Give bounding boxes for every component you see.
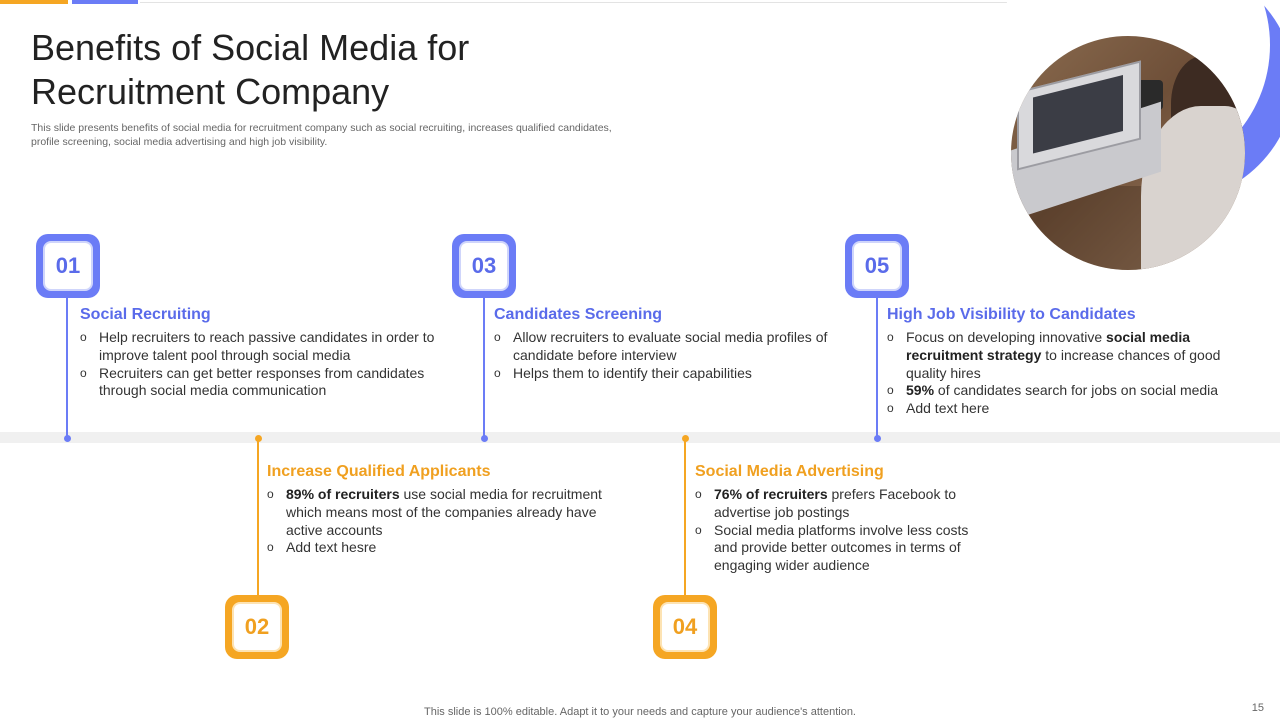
bullet-bold-text: 89% of recruiters xyxy=(286,486,400,502)
bullet-bold-text: 76% of recruiters xyxy=(714,486,828,502)
step-number-04: 04 xyxy=(660,602,710,652)
bullet-text: Allow recruiters to evaluate social media profiles of candidate before interview xyxy=(513,329,828,363)
slide-subtitle-line1: This slide presents benefits of social media for recruitment company such as social recruiting, increases qualified candidates, xyxy=(31,122,612,134)
connector-05 xyxy=(876,296,878,438)
timeline-dot-01 xyxy=(64,435,71,442)
benefit-bullets-03 xyxy=(494,329,839,382)
timeline-dot-03 xyxy=(481,435,488,442)
bullet-item xyxy=(80,365,455,401)
step-number-05: 05 xyxy=(852,241,902,291)
bullet-item xyxy=(80,329,455,365)
slide-footer: This slide is 100% editable. Adapt it to your needs and capture your audience's attention. xyxy=(424,706,856,718)
bullet-bold-text: social media recruitment strategy xyxy=(906,329,1191,363)
timeline-dot-04 xyxy=(682,435,689,442)
bullet-item xyxy=(494,329,839,365)
benefit-title-01: Social Recruiting xyxy=(80,306,211,323)
benefit-title-02: Increase Qualified Applicants xyxy=(267,463,491,480)
benefit-card-04 xyxy=(695,462,990,575)
slide-title xyxy=(31,26,651,114)
step-badge-02 xyxy=(225,595,289,659)
benefit-card-05 xyxy=(887,305,1247,418)
benefit-title-03: Candidates Screening xyxy=(494,306,663,323)
slide-title-line2: Recruitment Company xyxy=(31,71,390,112)
benefit-bullets-05 xyxy=(887,329,1247,418)
benefit-bullets-04 xyxy=(695,486,990,575)
bullet-item xyxy=(695,522,990,575)
step-number-03: 03 xyxy=(459,241,509,291)
timeline-band xyxy=(0,432,1280,443)
bullet-text: to increase chances of good quality hires xyxy=(906,346,1221,381)
step-number-01: 01 xyxy=(43,241,93,291)
bullet-item xyxy=(887,329,1247,382)
slide-subtitle-line2: profile screening, social media advertising and high job visibility. xyxy=(31,136,328,148)
benefit-bullets-01 xyxy=(80,329,455,400)
bullet-text: Help recruiters to reach passive candidates in order to improve talent pool through social media xyxy=(99,329,435,363)
laptop-workspace-photo xyxy=(1011,36,1245,270)
bullet-text: use social media for recruitment which means most of the companies already have active accounts xyxy=(286,486,602,538)
bullet-item xyxy=(695,486,990,522)
benefit-title-04: Social Media Advertising xyxy=(695,463,884,480)
connector-01 xyxy=(66,296,68,438)
page-number: 15 xyxy=(1251,702,1264,714)
bullet-bold-text: 59% xyxy=(906,382,935,399)
bullet-text: of candidates search for jobs on social media xyxy=(934,382,1219,399)
slide-subtitle xyxy=(31,121,721,149)
step-badge-04 xyxy=(653,595,717,659)
bullet-text: Add text hesre xyxy=(286,539,377,556)
connector-03 xyxy=(483,296,485,438)
bullet-text: Focus on developing innovative xyxy=(906,329,1107,345)
timeline-dot-05 xyxy=(874,435,881,442)
benefit-title-05: High Job Visibility to Candidates xyxy=(887,306,1136,323)
benefit-bullets-02 xyxy=(267,486,612,557)
bullet-text: Social media platforms involve less costs and provide better outcomes in terms of engaging wider audience xyxy=(714,521,969,574)
benefit-card-02 xyxy=(267,462,612,557)
step-badge-03 xyxy=(452,234,516,298)
bullet-text: Helps them to identify their capabilities xyxy=(513,364,752,381)
bullet-text: Add text here xyxy=(906,400,990,417)
bullet-item xyxy=(887,400,1247,418)
timeline-dot-02 xyxy=(255,435,262,442)
bullet-item xyxy=(887,382,1247,400)
laptop-screen xyxy=(1033,75,1123,153)
top-accent-orange xyxy=(0,0,68,4)
benefit-card-03 xyxy=(494,305,839,382)
slide-title-line1: Benefits of Social Media for xyxy=(31,27,470,68)
bullet-item xyxy=(494,365,839,383)
top-accent-blue xyxy=(72,0,138,4)
connector-04 xyxy=(684,438,686,598)
step-number-02: 02 xyxy=(232,602,282,652)
step-badge-05 xyxy=(845,234,909,298)
top-rule xyxy=(140,2,1020,3)
bullet-item xyxy=(267,486,612,539)
bullet-text: Recruiters can get better responses from candidates through social media communication xyxy=(99,364,425,399)
connector-02 xyxy=(257,438,259,598)
benefit-card-01 xyxy=(80,305,455,400)
bullet-text: prefers Facebook to advertise job postings xyxy=(714,486,957,520)
step-badge-01 xyxy=(36,234,100,298)
bullet-item xyxy=(267,539,612,557)
